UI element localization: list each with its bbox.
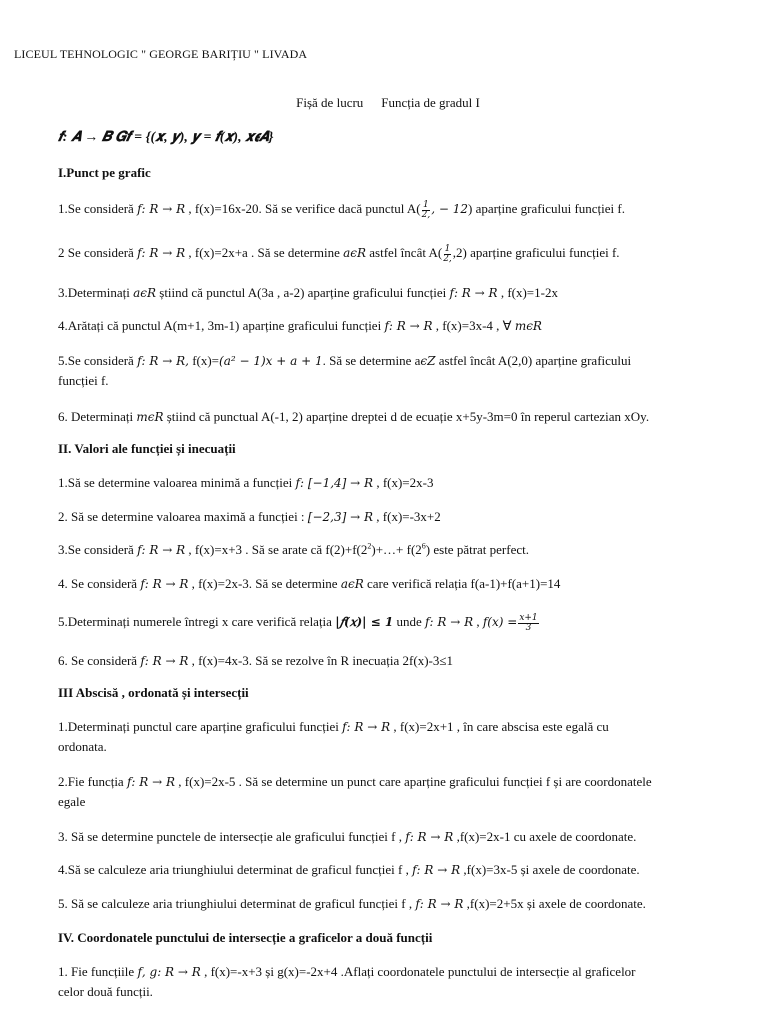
exercise-2-6: 6. Se consideră 𝑓: 𝑅 → 𝑅 , f(x)=4x-3. Să se rezolve în R inecuația 2f(x)-3≤1 bbox=[58, 653, 454, 668]
exercise-4-1-cont: celor două funcții. bbox=[58, 984, 153, 999]
fraction: $\frac{1}{2,}$ bbox=[421, 199, 431, 220]
fraction: $\frac{\text{𝑥+1}}{3}$ bbox=[519, 612, 538, 633]
exercise-2-1: 1.Să se determine valoarea minimă a funcției 𝑓: [−1,4] → 𝑅 , f(x)=2x-3 bbox=[58, 475, 434, 490]
exercise-3-1-cont: ordonata. bbox=[58, 739, 107, 754]
exercise-4-1: 1. Fie funcțiile 𝑓, 𝑔: 𝑅 → 𝑅 , f(x)=-x+3 și g(x)=-2x+4 .Aflați coordonatele punctului de intersecție al graficelor bbox=[58, 964, 636, 979]
title-worksheet: Fișă de lucru bbox=[296, 95, 364, 110]
exercise-3-2-cont: egale bbox=[58, 794, 86, 809]
section-3-heading: III Abscisă , ordonată și intersecții bbox=[58, 685, 249, 700]
section-1-heading: I.Punct pe grafic bbox=[58, 165, 151, 180]
page-title bbox=[0, 93, 768, 113]
exercise-2-4: 4. Se consideră 𝑓: 𝑅 → 𝑅 , f(x)=2x-3. Să se determine 𝑎𝜖𝑅 care verifică relația f(a-1)+f(a+1)=14 bbox=[58, 576, 561, 591]
exercise-3-2: 2.Fie funcția 𝑓: 𝑅 → 𝑅 , f(x)=2x-5 . Să se determine un punct care aparține graficului funcției f și are coordonatele bbox=[58, 774, 652, 789]
school-name: LICEUL TEHNOLOGIC " GEORGE BARIȚIU " LIVADA bbox=[14, 47, 308, 61]
fraction: $\frac{1}{2,}$ bbox=[443, 243, 452, 264]
section-4-heading: IV. Coordonatele punctului de intersecție a graficelor a două funcții bbox=[58, 930, 433, 945]
exercise-1-2: 2 Se consideră 𝑓: 𝑅 → 𝑅 , f(x)=2x+a . Să se determine 𝑎𝜖𝑅 astfel încât A( $\frac{1}{2,}$ ,2) aparține graficului funcției f. bbox=[58, 243, 620, 264]
exercise-1-3: 3.Determinați 𝑎𝜖𝑅 știind că punctul A(3a , a-2) aparține graficului funcției 𝑓: 𝑅 → 𝑅 , f(x)=1-2x bbox=[58, 285, 558, 300]
exercise-3-3: 3. Să se determine punctele de intersecție ale graficului funcției f , 𝑓: 𝑅 → 𝑅 ,f(x)=2x-1 cu axele de coordonate. bbox=[58, 829, 637, 844]
exercise-1-5: 5.Se consideră 𝑓: 𝑅 → 𝑅, f(x)=(𝑎² − 1)𝑥 + 𝑎 + 1. Să se determine a𝜖𝑍 astfel încât A(2,0) aparține graficului bbox=[58, 353, 632, 368]
section-2-heading: II. Valori ale funcției și inecuații bbox=[58, 441, 236, 456]
exercise-1-1: 1.Se consideră 𝑓: 𝑅 → 𝑅 , f(x)=16x-20. Să se verifice dacă punctul A( $\frac{1}{2,}$ , − 12) aparține graficului funcției f. bbox=[58, 199, 625, 220]
exercise-2-5: 5.Determinați numerele întregi x care verifică relația |𝑓(𝑥)| ≤ 1 unde 𝑓: 𝑅 → 𝑅 , 𝑓(𝑥) = $\frac{\text{𝑥+1}}{3}$ bbox=[58, 612, 538, 633]
exercise-3-5: 5. Să se calculeze aria triunghiului determinat de graficul funcției f , 𝑓: 𝑅 → 𝑅 ,f(x)=2+5x și axele de coordonate. bbox=[58, 896, 646, 911]
graph-definition: 𝒇: 𝑨 → 𝑩 𝑮𝒇 = {(𝒙, 𝒚), 𝒚 = 𝒇(𝒙), 𝒙𝝐𝑨} bbox=[58, 130, 274, 145]
exercise-3-1: 1.Determinați punctul care aparține graficului funcției 𝑓: 𝑅 → 𝑅 , f(x)=2x+1 , în care abscisa este egală cu bbox=[58, 719, 609, 734]
exercise-2-2: 2. Să se determine valoarea maximă a funcției : [−2,3] → 𝑅 , f(x)=-3x+2 bbox=[58, 509, 441, 524]
exercise-1-6: 6. Determinați 𝑚𝜖𝑅 știind că punctual A(-1, 2) aparține dreptei d de ecuație x+5y-3m=0 în reperul cartezian xOy. bbox=[58, 409, 650, 424]
title-topic: Funcția de gradul I bbox=[381, 95, 480, 110]
exercise-1-5-cont: funcției f. bbox=[58, 373, 109, 388]
exercise-1-4: 4.Arătați că punctul A(m+1, 3m-1) aparține graficului funcției 𝑓: 𝑅 → 𝑅 , f(x)=3x-4 , ∀ 𝑚𝜖𝑅 bbox=[58, 318, 542, 333]
exercise-2-3: 3.Se consideră 𝑓: 𝑅 → 𝑅 , f(x)=x+3 . Să se arate că $f(2)+f(2^2)+\dots+ f(2^6)$ este pătrat perfect. bbox=[58, 541, 529, 557]
exercise-3-4: 4.Să se calculeze aria triunghiului determinat de graficul funcției f , 𝑓: 𝑅 → 𝑅 ,f(x)=3x-5 și axele de coordonate. bbox=[58, 862, 640, 877]
